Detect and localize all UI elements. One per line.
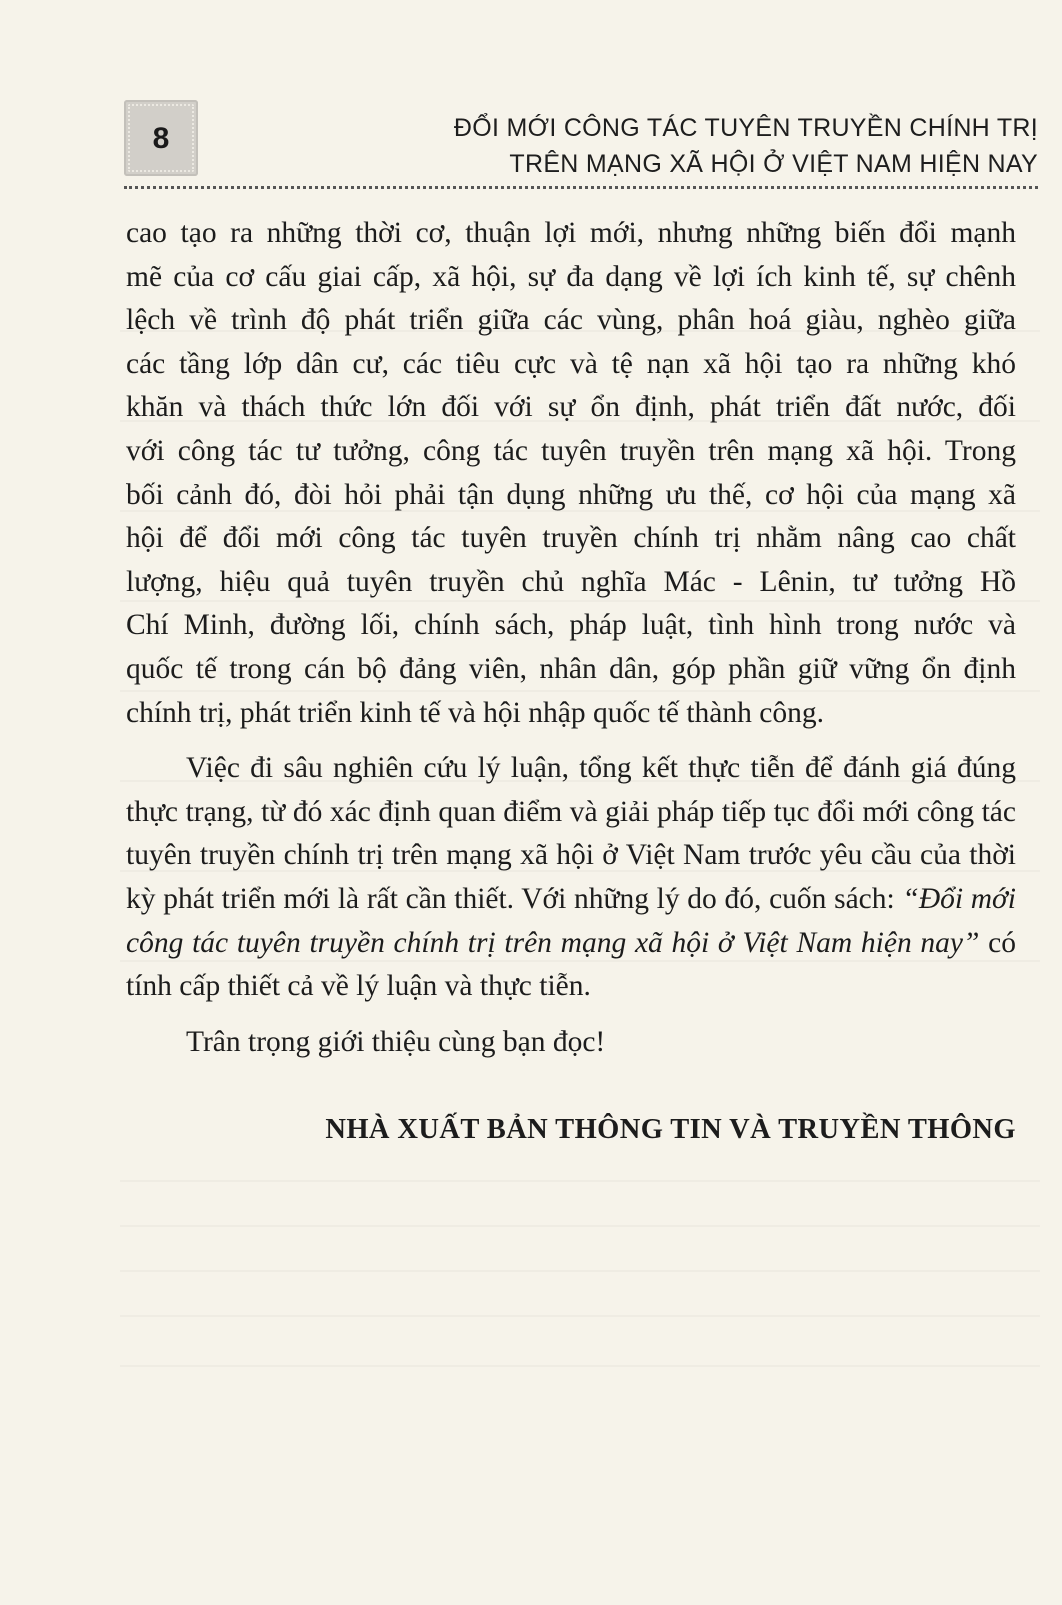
paragraph-2-text-end: có tính cấp thiết cả về lý luận và thực tiễn. bbox=[126, 926, 1017, 1003]
publisher-signature: NHÀ XUẤT BẢN THÔNG TIN VÀ TRUYỀN THÔNG bbox=[325, 1114, 1016, 1145]
paragraph-2-text: Việc đi sâu nghiên cứu lý luận, tổng kết thực tiễn để đánh giá đúng thực trạng, từ đó xác định quan điểm và giải pháp tiếp tục đổi mới công tác tuyên truyền chính trị trên mạng xã hội ở Việt Nam trước yêu cầu của thời kỳ phát triển mới là rất cần thiết. Với những lý do đó, cuốn sách: bbox=[126, 752, 1016, 915]
running-header-line-2: TRÊN MẠNG XÃ HỘI Ở VIỆT NAM HIỆN NAY bbox=[509, 150, 1038, 178]
page-number-badge bbox=[124, 100, 198, 176]
paragraph-1 bbox=[126, 212, 1016, 735]
header-dotted-divider bbox=[124, 186, 1038, 189]
book-title-quote: “Đổi mới công tác tuyên truyền chính trị trên mạng xã hội ở Việt Nam hiện nay” bbox=[126, 882, 1016, 959]
paragraph-1-line: cao tạo ra những thời cơ, thuận lợi mới, nhưng những biến đổi mạnh bbox=[126, 217, 1016, 249]
paragraph-2 bbox=[126, 747, 1016, 1009]
paragraph-1-line: lượng, hiệu quả tuyên truyền chủ nghĩa Mác - Lênin, tư tưởng Hồ bbox=[126, 565, 1016, 598]
closing-line: Trân trọng giới thiệu cùng bạn đọc! bbox=[186, 1025, 606, 1058]
paragraph-1-line: mẽ của cơ cấu giai cấp, xã hội, sự đa dạng về lợi ích kinh tế, sự chênh bbox=[126, 260, 1016, 293]
paragraph-1-line: chính trị, phát triển kinh tế và hội nhập quốc tế thành công. bbox=[126, 696, 824, 729]
paragraph-1-line: bối cảnh đó, đòi hỏi phải tận dụng những ưu thế, cơ hội của mạng xã bbox=[126, 478, 1016, 511]
running-header-line-1: ĐỔI MỚI CÔNG TÁC TUYÊN TRUYỀN CHÍNH TRỊ bbox=[453, 114, 1038, 142]
paragraph-1-line: khăn và thách thức lớn đối với sự ổn định, phát triển đất nước, đối bbox=[126, 391, 1016, 424]
paragraph-1-line: hội để đổi mới công tác tuyên truyền chính trị nhằm nâng cao chất bbox=[126, 522, 1016, 555]
body-text bbox=[126, 212, 1016, 1064]
paragraph-1-line: với công tác tư tưởng, công tác tuyên truyền trên mạng xã hội. Trong bbox=[126, 434, 1016, 467]
paragraph-1-line: quốc tế trong cán bộ đảng viên, nhân dân, góp phần giữ vững ổn định bbox=[126, 652, 1016, 685]
paragraph-1-line: Chí Minh, đường lối, chính sách, pháp luật, tình hình trong nước và bbox=[126, 609, 1016, 642]
paragraph-1-line: các tầng lớp dân cư, các tiêu cực và tệ nạn xã hội tạo ra những khó bbox=[126, 347, 1016, 380]
paragraph-1-line: lệch về trình độ phát triển giữa các vùng, phân hoá giàu, nghèo giữa bbox=[126, 304, 1016, 337]
page-number: 8 bbox=[152, 122, 170, 155]
